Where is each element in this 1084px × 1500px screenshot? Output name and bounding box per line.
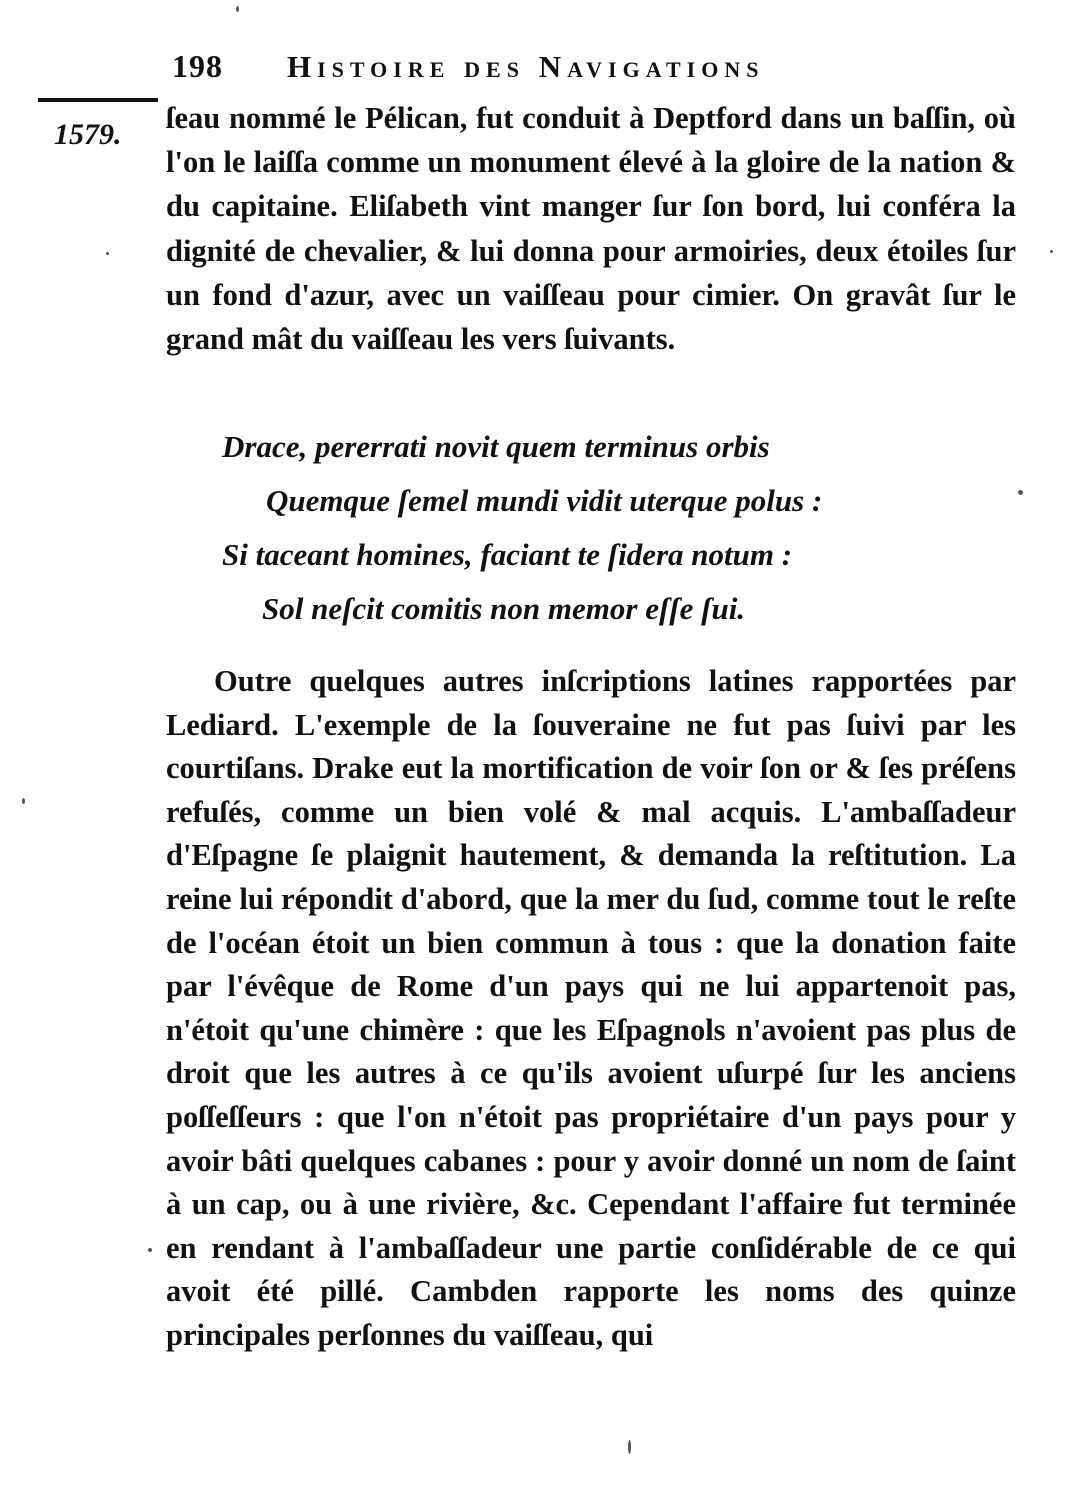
scan-speck: [148, 1248, 152, 1252]
verse-line: Sol neſcit comitis non memor eſſe ſui.: [262, 591, 746, 626]
scan-speck: [236, 6, 239, 12]
scan-speck: [1050, 250, 1053, 253]
latin-verse: [166, 420, 1016, 636]
verse-line: Drace, pererrati novit quem terminus orbis: [222, 429, 770, 464]
page-number: 198: [172, 48, 223, 84]
verse-line: Si taceant homines, faciant te ſidera notum :: [222, 537, 793, 572]
margin-rule: [38, 98, 158, 102]
paragraph-1: ſeau nommé le Pélican, fut conduit à Deptford dans un baſſin, où l'on le laiſſa comme un monument élevé à la gloire de la nation & du capitaine. Eliſabeth vint manger ſur ſon bord, lui conféra la dignité de chevalier, & lui donna pour armoiries, deux étoiles ſur un fond d'azur, avec un vaiſſeau pour cimier. On gravât ſur le grand mât du vaiſſeau les vers ſuivants.: [166, 101, 1016, 357]
paragraph-2: Outre quelques autres inſcriptions latines rapportées par Lediard. L'exemple de la ſouveraine ne fut pas ſuivi par les courtiſans. Drake eut la mortification de voir ſon or & ſes préſens refuſés, comme un bien volé & mal acquis. L'ambaſſadeur d'Eſpagne ſe plaignit hautement, & demanda la reſtitution. La reine lui répondit d'abord, que la mer du ſud, comme tout le reſte de l'océan étoit un bien commun à tous : que la donation faite par l'évêque de Rome d'un pays qui ne lui appartenoit pas, n'étoit qu'une chimère : que les Eſpagnols n'avoient pas plus de droit que les autres à ce qu'ils avoient uſurpé ſur les anciens poſſeſſeurs : que l'on n'étoit pas propriétaire d'un pays pour y avoir bâti quelques cabanes : pour y avoir donné un nom de ſaint à un cap, ou à une rivière, &c. Cependant l'affaire fut terminée en rendant à l'ambaſſadeur une partie conſidérable de ce qui avoit été pillé. Cambden rapporte les noms des quinze principales perſonnes du vaiſſeau, qui: [166, 664, 1016, 1352]
running-title: Histoire des Navigations: [287, 49, 765, 84]
scan-speck: [1018, 490, 1023, 495]
scan-speck: [628, 1440, 631, 1454]
verse-line: Quemque ſemel mundi vidit uterque polus :: [266, 483, 823, 518]
scan-speck: [22, 798, 25, 804]
margin-year-note: 1579.: [54, 118, 122, 151]
page-header: [172, 48, 912, 98]
scan-speck: [106, 252, 109, 255]
